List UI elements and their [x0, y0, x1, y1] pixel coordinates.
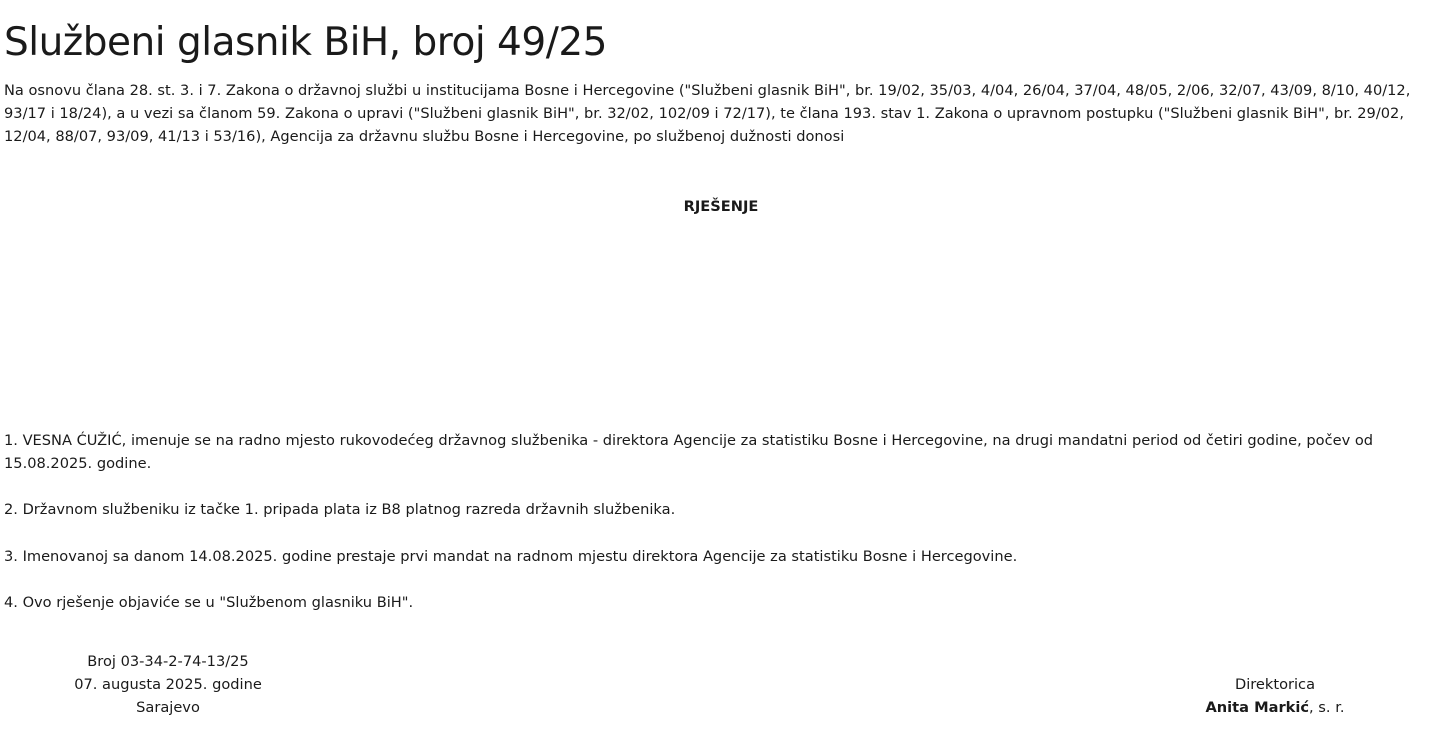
document-reference-block: [58, 650, 278, 719]
signer-name: Anita Markić: [1205, 699, 1310, 716]
issue-place: Sarajevo: [136, 699, 200, 716]
decision-item-1: 1. VESNA ĆUŽIĆ, imenuje se na radno mjesto rukovodećeg državnog službenika - direktora Agencije za statistiku Bosne i Hercegovine, na drugi mandatni period od četiri godine, počev od 15.08.2025. godine.: [4, 432, 1374, 472]
signer-suffix: , s. r.: [1309, 699, 1345, 716]
decision-item-3: 3. Imenovanoj sa danom 14.08.2025. godine prestaje prvi mandat na radnom mjestu direktora Agencije za statistiku Bosne i Hercegovine.: [4, 548, 1018, 565]
decision-item-2: 2. Državnom službeniku iz tačke 1. pripada plata iz B8 platnog razreda državnih službenika.: [4, 501, 676, 518]
preamble-paragraph: Na osnovu člana 28. st. 3. i 7. Zakona o državnoj službi u institucijama Bosne i Hercegovine ("Službeni glasnik BiH", br. 19/02, 35/03, 4/04, 26/04, 37/04, 48/05, 2/06, 32/07, 43/09, 8/10, 40/12, 93/17 i 18/24), a u vezi sa članom 59. Zakona o upravi ("Službeni glasnik BiH", br. 32/02, 102/09 i 72/17), te člana 193. stav 1. Zakona o upravnom postupku ("Službeni glasnik BiH", br. 29/02, 12/04, 88/07, 93/09, 41/13 i 53/16), Agencija za državnu službu Bosne i Hercegovine, po službenoj dužnosti donosi: [4, 82, 1411, 145]
signer-title: Direktorica: [1234, 676, 1316, 693]
signer-line: [1175, 696, 1375, 719]
decision-item-4: 4. Ovo rješenje objaviće se u "Službenom glasniku BiH".: [4, 594, 414, 611]
issue-date: 07. augusta 2025. godine: [74, 676, 262, 693]
reference-number: Broj 03-34-2-74-13/25: [87, 653, 249, 670]
document-title: Službeni glasnik BiH, broj 49/25: [4, 20, 607, 65]
decision-heading: RJEŠENJE: [683, 198, 759, 215]
signature-block: [1175, 673, 1375, 719]
